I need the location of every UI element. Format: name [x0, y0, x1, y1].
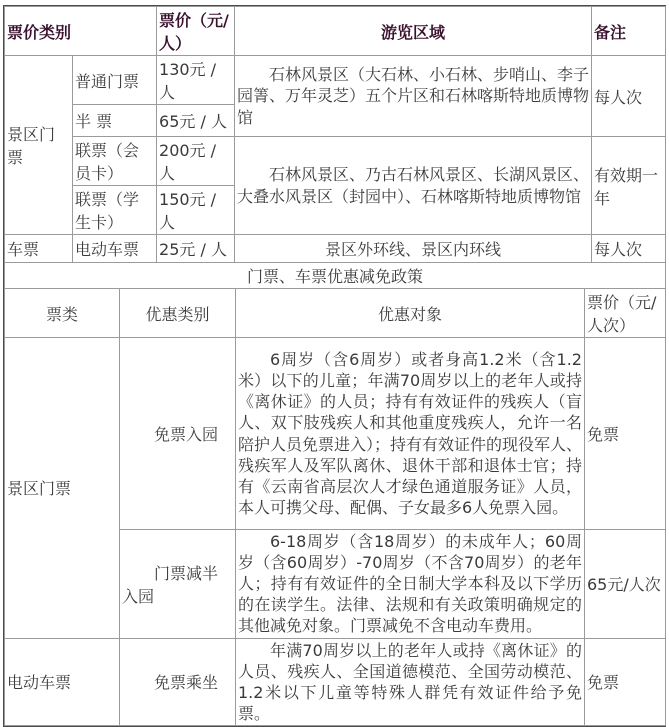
- cell-price-half: 65元 / 人: [157, 105, 235, 137]
- cell-category-vehicle-ticket: 车票: [5, 235, 73, 263]
- cell-note-shuttle: 每人次: [592, 235, 666, 263]
- col-header-discount-target: 优惠对象: [236, 289, 585, 338]
- cell-area-shuttle: 景区外环线、景区内环线: [235, 235, 592, 263]
- table-row: [5, 137, 666, 186]
- cell-price-regular: 130元 / 人: [157, 56, 235, 105]
- discount-table: [4, 262, 666, 726]
- col-header-discount-price: 票价（元/人次）: [585, 289, 666, 338]
- cell-type-shuttle-ticket: 电动车票: [73, 235, 157, 263]
- col-header-price: 票价（元/人）: [157, 7, 235, 56]
- cell-price-free-ride: 免票: [585, 638, 666, 725]
- price-table: [4, 6, 666, 263]
- price-table-header-row: [5, 7, 666, 56]
- policy-title-row: [5, 263, 666, 289]
- cell-category-scenic-ticket: 景区门票: [5, 56, 73, 235]
- table-row: [5, 638, 666, 725]
- cell-category-free-ride: 免票乘坐: [120, 638, 236, 725]
- cell-note-scenic: 每人次: [592, 56, 666, 137]
- table-row: [5, 56, 666, 105]
- cell-note-combo: 有效期一年: [592, 137, 666, 235]
- cell-area-scenic: 石林风景区（大石林、小石林、步哨山、李子园箐、万年灵芝）五个片区和石林喀斯特地质博物馆: [235, 56, 592, 137]
- col-header-ticket-type: 票类: [5, 289, 120, 338]
- cell-type-regular-ticket: 普通门票: [73, 56, 157, 105]
- cell-area-combo: 石林风景区、乃古石林风景区、长湖风景区、大叠水风景区（封园中）、石林喀斯特地质博物馆: [235, 137, 592, 235]
- table-row: [5, 338, 666, 530]
- cell-target-free-entry: 6周岁（含6周岁）或者身高1.2米（含1.2米）以下的儿童；年满70周岁以上的老年人或持《离休证》的人员；持有有效证件的残疾人（盲人、双下肢残疾人和其他重度残疾人，允许一名陪护人员免票进入）；持有有效证件的现役军人、残疾军人及军队离休、退休干部和退体士官；持有《云南省高层次人才绿色通道服务证》人员，本人可携父母、配偶、子女最多6人免票入园。: [236, 338, 585, 530]
- col-header-ticket-category: 票价类别: [5, 7, 157, 56]
- cell-category-free-entry: 免票入园: [120, 338, 236, 530]
- cell-category-half-price-entry: 门票减半入园: [120, 530, 236, 639]
- cell-price-combo-member: 200元 / 人: [157, 137, 235, 186]
- cell-type-combo-member: 联票（会员卡）: [73, 137, 157, 186]
- cell-price-half-price-entry: 65元/人次: [585, 530, 666, 639]
- cell-price-free-entry: 免票: [585, 338, 666, 530]
- cell-type-half-ticket: 半 票: [73, 105, 157, 137]
- cell-type-combo-student: 联票（学生卡）: [73, 186, 157, 235]
- cell-target-free-ride: 年满70周岁以上的老年人或持《离休证》的人员、残疾人、全国道德模范、全国劳动模范、1.2米以下儿童等特殊人群凭有效证件给予免票。: [236, 638, 585, 725]
- table-row: [5, 235, 666, 263]
- discount-table-header-row: [5, 289, 666, 338]
- col-header-tour-area: 游览区域: [235, 7, 592, 56]
- col-header-discount-category: 优惠类别: [120, 289, 236, 338]
- ticket-price-tables: [3, 5, 666, 727]
- cell-price-shuttle: 25元 / 人: [157, 235, 235, 263]
- policy-title: 门票、车票优惠减免政策: [5, 263, 666, 289]
- col-header-note: 备注: [592, 7, 666, 56]
- cell-price-combo-student: 150元 / 人: [157, 186, 235, 235]
- cell-ticket-shuttle: 电动车票: [5, 638, 120, 725]
- cell-target-half-price-entry: 6-18周岁（含18周岁）的未成年人；60周岁（含60周岁）-70周岁（不含70周岁）的老年人；持有有效证件的全日制大学本科及以下学历的在读学生。法律、法规和有关政策明确规定的其他减免对象。门票减免不含电动车费用。: [236, 530, 585, 639]
- cell-ticket-scenic: 景区门票: [5, 338, 120, 639]
